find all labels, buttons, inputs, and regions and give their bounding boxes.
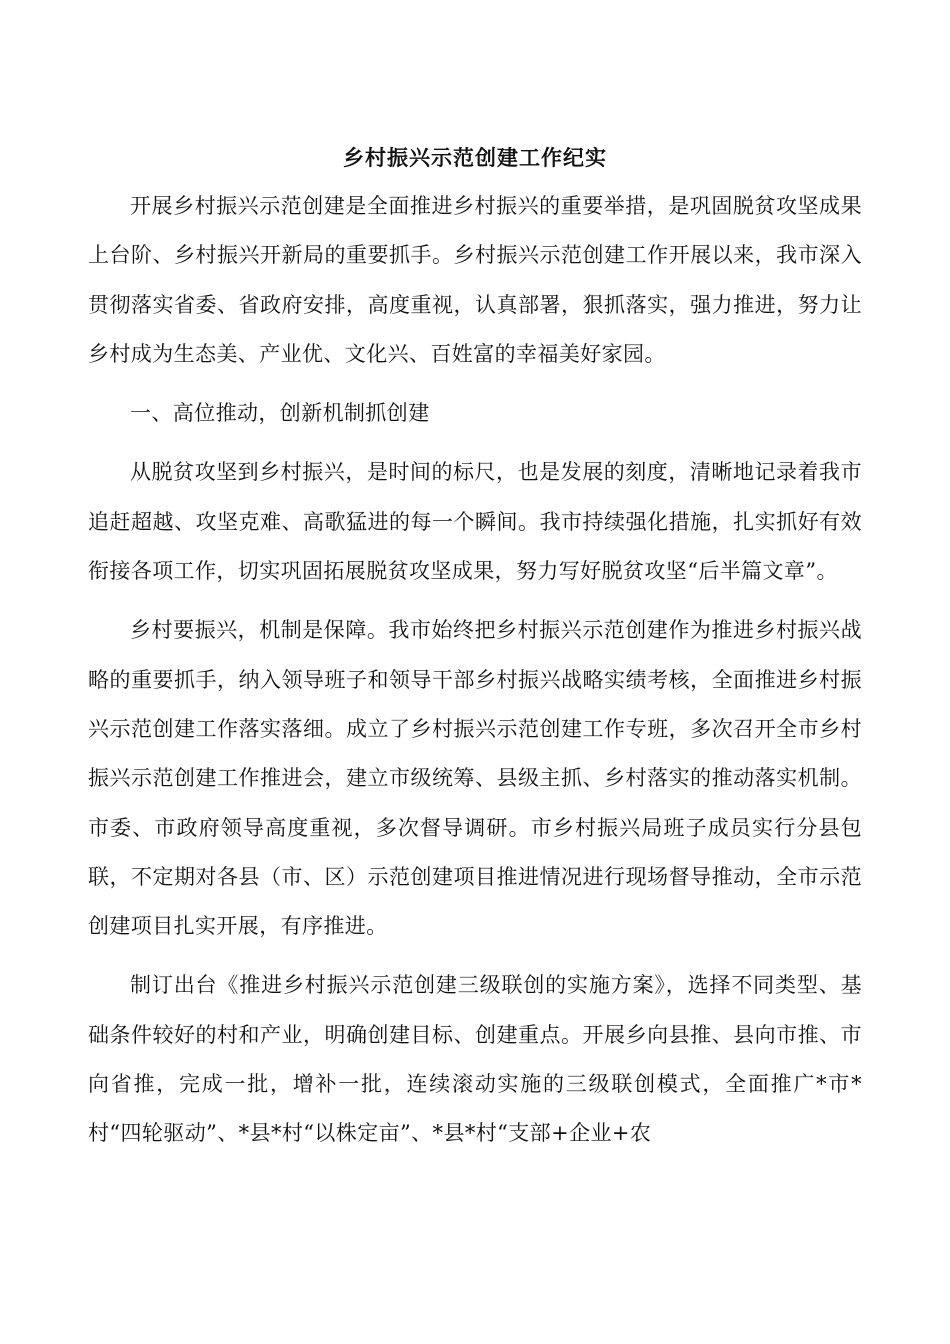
document-title: 乡村振兴示范创建工作纪实 bbox=[343, 145, 607, 170]
paragraph-intro: 开展乡村振兴示范创建是全面推进乡村振兴的重要举措，是巩固脱贫攻坚成果上台阶、乡村振兴开新局的重要抓手。乡村振兴示范创建工作开展以来，我市深入贯彻落实省委、省政府安排，高度重视，认真部署，狠抓落实，强力推进，努力让乡村成为生态美、产业优、文化兴、百姓富的幸福美好家园。 bbox=[88, 194, 862, 366]
section-heading-1: 一、高位推动，创新机制抓创建 bbox=[130, 401, 430, 426]
paragraph-mechanism: 乡村要振兴，机制是保障。我市始终把乡村振兴示范创建作为推进乡村振兴战略的重要抓手，纳入领导班子和领导干部乡村振兴战略实绩考核，全面推进乡村振兴示范创建工作落实落细。成立了乡村振兴示范创建工作专班，多次召开全市乡村振兴示范创建工作推进会，建立市级统筹、县级主抓、乡村落实的推动落实机制。市委、市政府领导高度重视，多次督导调研。市乡村振兴局班子成员实行分县包联，不定期对各县（市、区）示范创建项目推进情况进行现场督导推动，全市示范创建项目扎实开展，有序推进。 bbox=[88, 618, 862, 939]
paragraph-poverty-to-revitalization: 从脱贫攻坚到乡村振兴，是时间的标尺，也是发展的刻度，清晰地记录着我市追赶超越、攻坚克难、高歌猛进的每一个瞬间。我市持续强化措施，扎实抓好有效衔接各项工作，切实巩固拓展脱贫攻坚成果，努力写好脱贫攻坚“后半篇文章”。 bbox=[88, 460, 862, 584]
document-page bbox=[88, 140, 862, 1169]
paragraph-implementation-plan: 制订出台《推进乡村振兴示范创建三级联创的实施方案》，选择不同类型、基础条件较好的村和产业，明确创建目标、创建重点。开展乡向县推、县向市推、市向省推，完成一批，增补一批，连续滚动实施的三级联创模式，全面推广*市*村“四轮驱动”、*县*村“以株定亩”、*县*村“支部+企业+农 bbox=[88, 973, 862, 1146]
